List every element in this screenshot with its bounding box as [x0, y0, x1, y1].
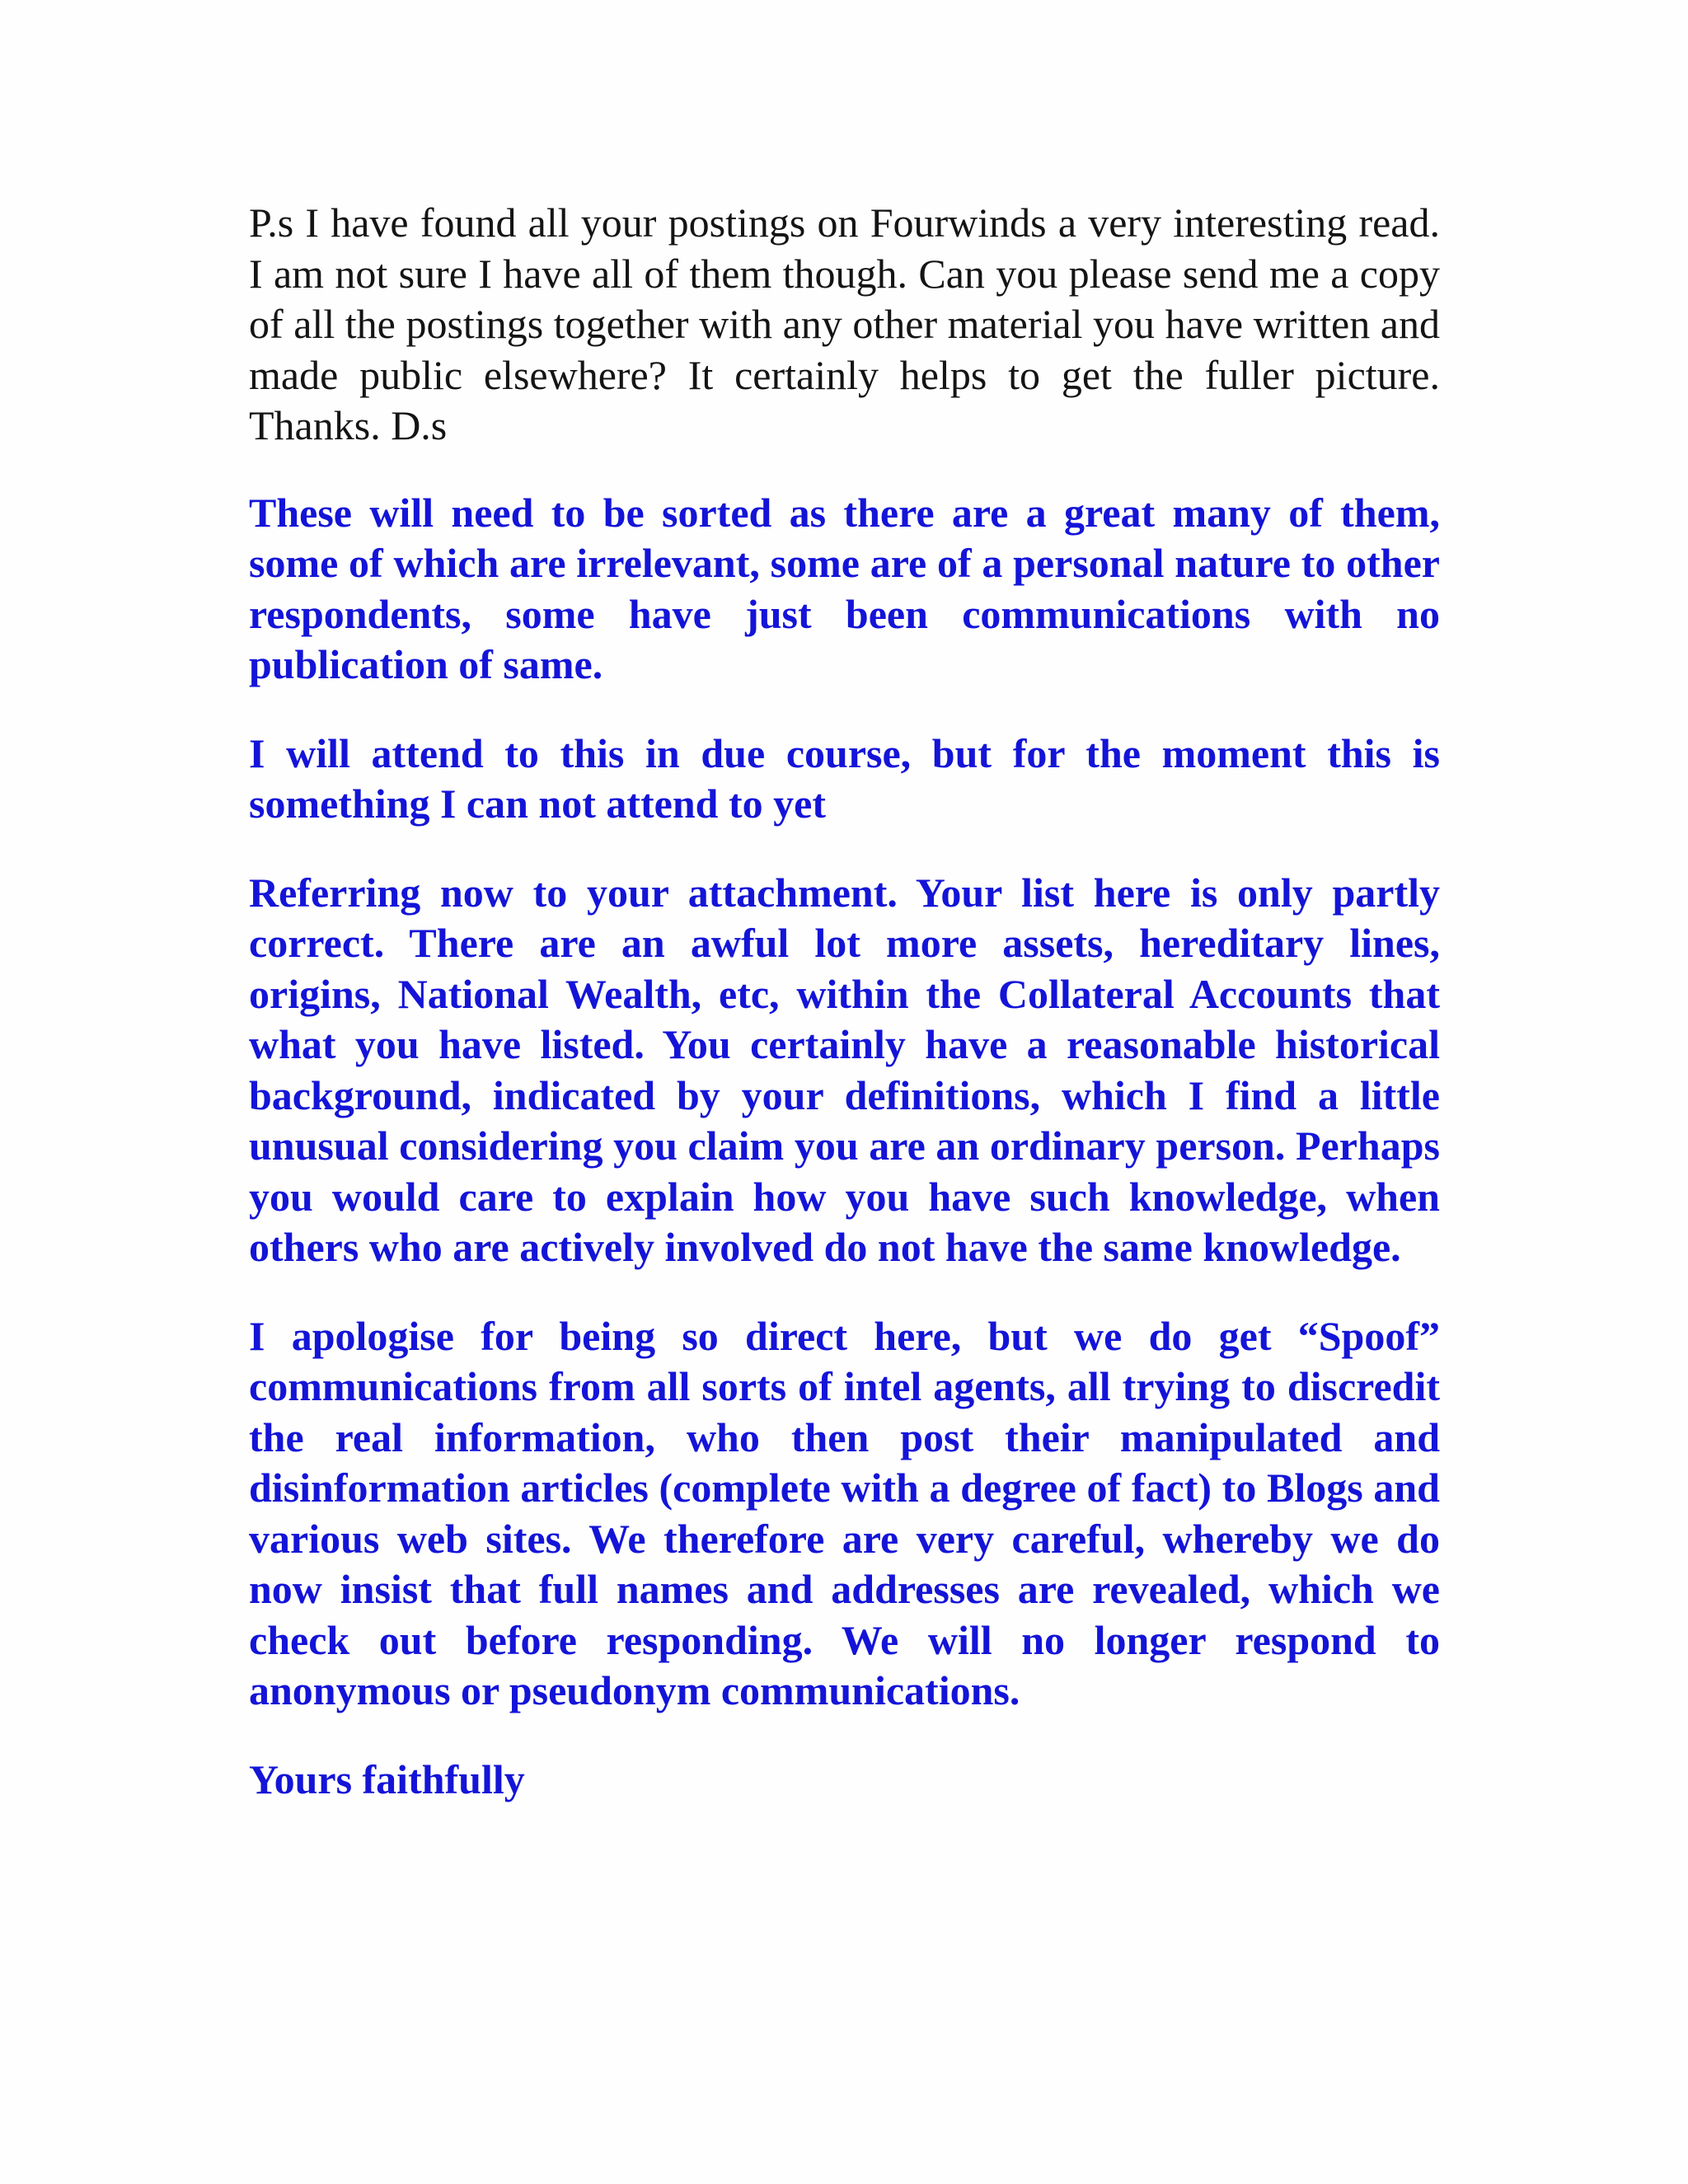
reply-paragraph-attachment: Referring now to your attachment. Your list here is only partly correct. There are an awful lot more assets, hereditary lines, origins, National Wealth, etc, within the Collateral Accounts that what you have listed. You certainly have a reasonable historical background, indicated by your definitions, which I find a little unusual considering you claim you are an ordinary person. Perhaps you would care to explain how you have such knowledge, when others who are actively involved do not have the same knowledge.	[249, 869, 1440, 1270]
closing-line: Yours faithfully	[249, 1755, 525, 1802]
reply-paragraph-apology: I apologise for being so direct here, but we do get “Spoof” communications from all sorts of intel agents, all trying to discredit the real information, who then post their manipulated and disinformation articles (complete with a degree of fact) to Blogs and various web sites. We therefore are very careful, whereby we do now insist that full names and addresses are revealed, which we check out before responding. We will no longer respond to anonymous or pseudonym communications.	[249, 1312, 1440, 1713]
postscript-paragraph: P.s I have found all your postings on Fourwinds a very interesting read. I am not sure I have all of them though. Can you please send me a copy of all the postings together with any other material you have written and made public elsewhere? It certainly helps to get the fuller picture. Thanks. D.s	[249, 199, 1440, 448]
reply-paragraph-sorting: These will need to be sorted as there are a great many of them, some of which are irrelevant, some are of a personal nature to other respondents, some have just been communications with no publication of same.	[249, 489, 1440, 687]
letter-body	[249, 198, 1440, 1843]
reply-paragraph-due-course: I will attend to this in due course, but for the moment this is something I can not attend to yet	[249, 729, 1440, 827]
